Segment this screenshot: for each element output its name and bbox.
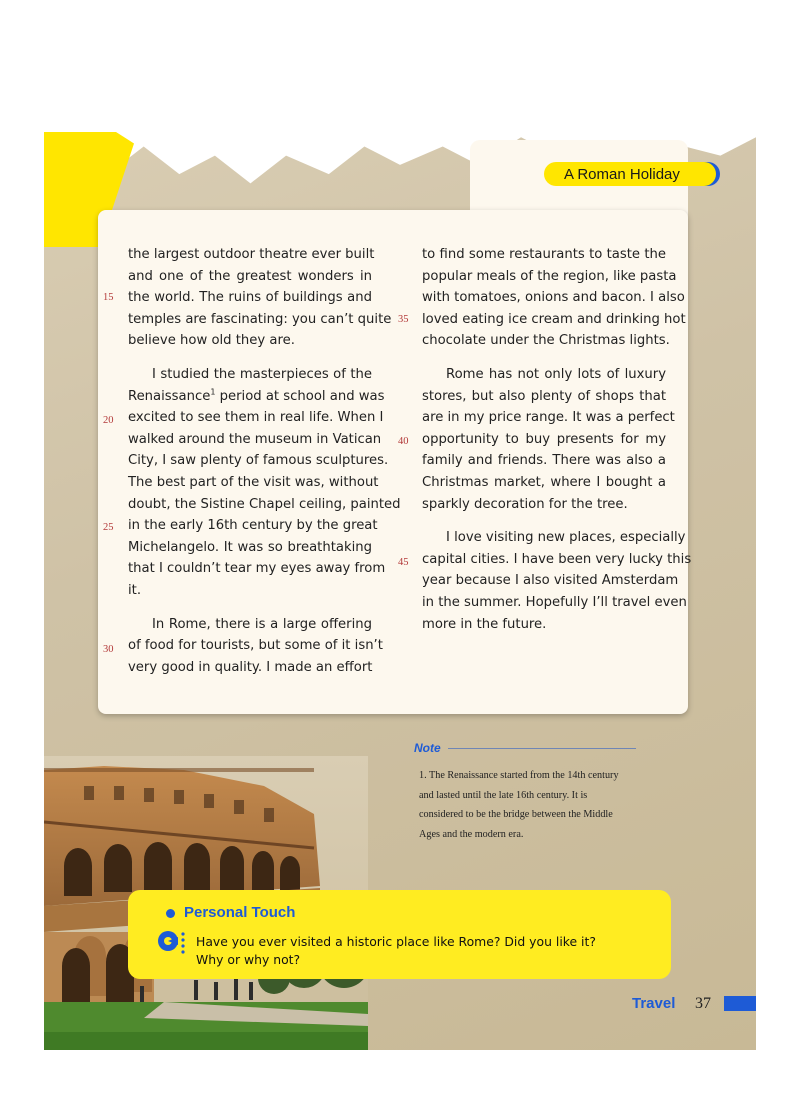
right-text-column <box>422 244 692 635</box>
text-line: very good in quality. I made an effort <box>128 659 373 675</box>
footer-color-bar <box>724 996 756 1011</box>
text-line: walked around the museum in Vatican <box>128 431 382 447</box>
text-line-rest: period at school and was <box>219 388 385 404</box>
text-line: Christmas market, where I bought a <box>422 474 666 490</box>
page-number: 37 <box>695 995 711 1012</box>
text-line: temples are fascinating: you can’t quite <box>128 311 392 327</box>
text-line: the world. The ruins of buildings and <box>128 290 372 306</box>
note-body <box>419 766 645 844</box>
text-line: with tomatoes, onions and bacon. I also <box>422 290 685 306</box>
text-line: in the early 16th century by the great <box>128 518 378 534</box>
text-line: and one of the greatest wonders in <box>128 268 372 284</box>
line-number-45: 45 <box>398 557 409 568</box>
note-line: 1. The Renaissance started from the 14th century <box>419 770 619 781</box>
line-number-25: 25 <box>103 522 114 533</box>
line-number-35: 35 <box>398 314 409 325</box>
page-title-text: A Roman Holiday <box>564 165 680 183</box>
text-line: doubt, the Sistine Chapel ceiling, painted <box>128 496 401 512</box>
question-line: Why or why not? <box>196 952 301 967</box>
text-line: I love visiting new places, especially <box>446 530 686 546</box>
text-line: The best part of the visit was, without <box>128 474 379 490</box>
text-line: it. <box>128 582 142 598</box>
text-line: in the summer. Hopefully I’ll travel even <box>422 594 687 610</box>
line-number-40: 40 <box>398 436 409 447</box>
renaissance-word: Renaissance <box>128 388 211 404</box>
text-line: excited to see them in real life. When I <box>128 410 384 426</box>
footnote-mark: 1 <box>210 387 216 397</box>
personal-touch-title: Personal Touch <box>184 904 296 921</box>
text-line: popular meals of the region, like pasta <box>422 268 677 284</box>
personal-touch-question <box>196 933 596 969</box>
bullet-dot-icon <box>166 909 175 918</box>
text-line: capital cities. I have been very lucky this <box>422 551 692 567</box>
text-line: are in my price range. It was a perfect <box>422 410 675 426</box>
text-line: I studied the masterpieces of the <box>152 366 372 382</box>
footer-section-label: Travel <box>632 995 676 1012</box>
text-line: loved eating ice cream and drinking hot <box>422 311 686 327</box>
text-line: sparkly decoration for the tree. <box>422 496 628 512</box>
note-heading: Note <box>414 741 441 755</box>
text-line: the largest outdoor theatre ever built <box>128 247 375 262</box>
text-line: City, I saw plenty of famous sculptures. <box>128 453 389 469</box>
text-line: year because I also visited Amsterdam <box>422 573 679 589</box>
text-line: opportunity to buy presents for my <box>422 431 666 447</box>
text-line: chocolate under the Christmas lights. <box>422 333 670 349</box>
page-title <box>544 162 716 186</box>
text-line: Michelangelo. It was so breathtaking <box>128 539 372 555</box>
left-text-column <box>128 244 401 678</box>
text-line: more in the future. <box>422 616 547 632</box>
text-line: family and friends. There was also a <box>422 453 666 469</box>
note-line: considered to be the bridge between the Middle <box>419 809 613 820</box>
note-line: Ages and the modern era. <box>419 828 524 840</box>
note-line: and lasted until the late 16th century. It is <box>419 789 588 801</box>
line-number-15: 15 <box>103 292 114 303</box>
line-number-30: 30 <box>103 644 114 655</box>
speech-bubble-icon <box>157 930 191 960</box>
text-line-renaissance <box>128 386 385 408</box>
question-line: Have you ever visited a historic place like Rome? Did you like it? <box>196 934 596 949</box>
text-line: Rome has not only lots of luxury <box>446 366 666 382</box>
text-line: of food for tourists, but some of it isn’t <box>128 638 383 654</box>
line-number-20: 20 <box>103 415 114 426</box>
text-line: stores, but also plenty of shops that <box>422 388 666 404</box>
text-line: believe how old they are. <box>128 333 295 349</box>
text-line: to find some restaurants to taste the <box>422 247 666 262</box>
note-divider <box>448 748 636 749</box>
text-line: In Rome, there is a large offering <box>152 616 372 632</box>
text-line: that I couldn’t tear my eyes away from <box>128 561 386 577</box>
